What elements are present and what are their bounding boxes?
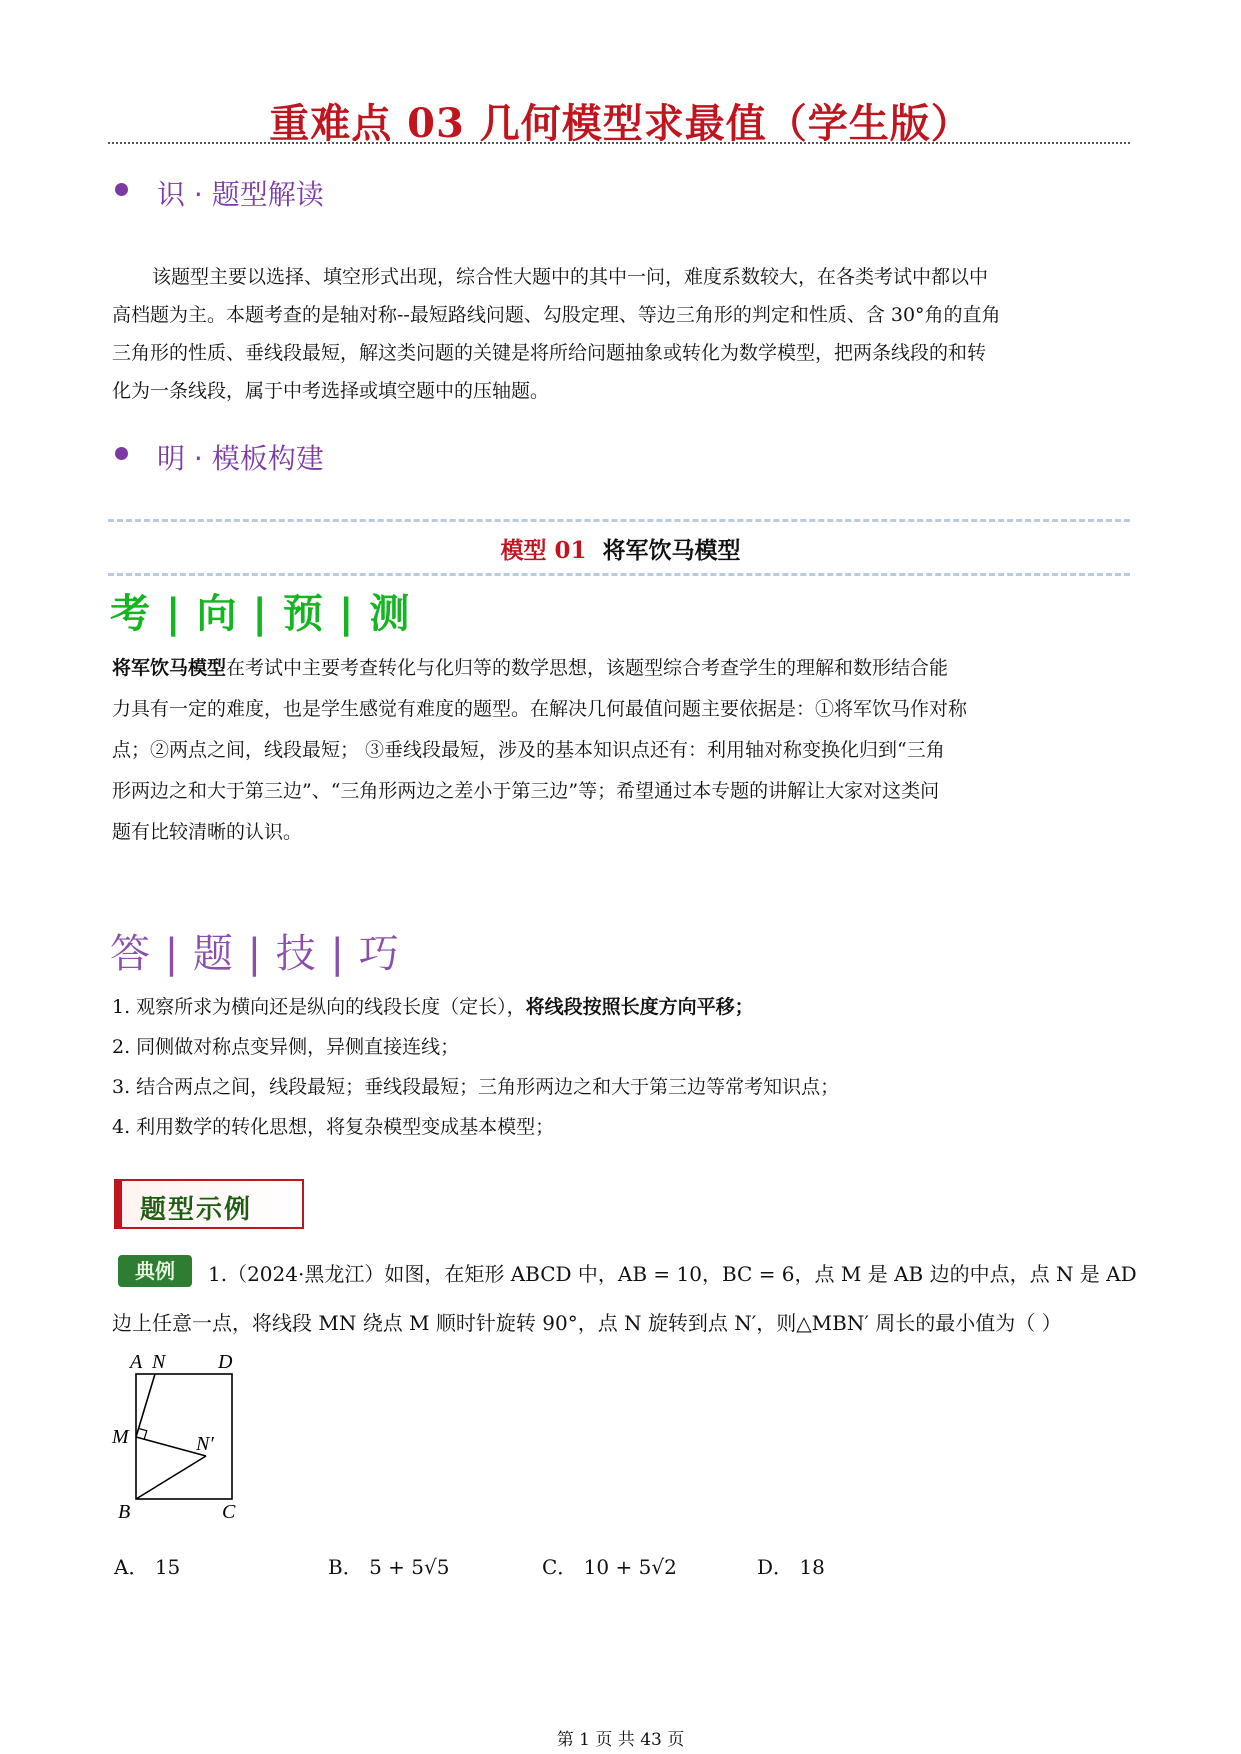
model-title xyxy=(0,532,1241,565)
skill-item: 1. 观察所求为横向还是纵向的线段长度（定长），将线段按照长度方向平移； xyxy=(112,996,754,1018)
label-m: M xyxy=(112,1426,129,1448)
skill-item: 2. 同侧做对称点变异侧，异侧直接连线； xyxy=(112,1036,460,1058)
intro-paragraph xyxy=(112,258,1132,410)
question-line-2: 边上任意一点，将线段 MN 绕点 M 顺时针旋转 90°，点 N 旋转到点 N′，则△MBN′ 周长的最小值为（ ） xyxy=(112,1311,1062,1335)
forecast-line: 将军饮马模型在考试中主要考查转化与化归等的数学思想，该题型综合考查学生的理解和数形结合能 xyxy=(112,657,949,679)
example-badge-bar xyxy=(114,1179,122,1229)
label-a: A xyxy=(130,1351,143,1373)
rectangle-figure xyxy=(110,1340,260,1525)
label-d: D xyxy=(218,1351,233,1373)
section-heading-template: 明 · 模板构建 xyxy=(157,442,324,475)
intro-line: 化为一条线段，属于中考选择或填空题中的压轴题。 xyxy=(112,380,550,402)
skills-heading: 答 | 题 | 技 | 巧 xyxy=(110,931,400,977)
model-number: 模型 01 xyxy=(500,537,587,564)
forecast-line: 力具有一定的难度，也是学生感觉有难度的题型。在解决几何最值问题主要依据是：①将军饮马作对称 xyxy=(112,698,968,720)
choice-d: D． 18 xyxy=(757,1555,825,1579)
choice-a: A． 15 xyxy=(114,1555,181,1579)
page-footer: 第 1 页 共 43 页 xyxy=(556,1730,685,1750)
bullet-icon xyxy=(115,447,128,460)
forecast-line: 形两边之和大于第三边”、“三角形两边之差小于第三边”等；希望通过本专题的讲解让大家对这类问 xyxy=(112,780,940,802)
forecast-paragraph xyxy=(112,648,1132,853)
bullet-icon xyxy=(115,183,128,196)
model-name: 将军饮马模型 xyxy=(602,537,741,564)
segment-bnp xyxy=(136,1456,206,1499)
rectangle-abcd xyxy=(136,1374,232,1499)
choice-b: B． 5 + 5√5 xyxy=(328,1555,450,1579)
skill-item: 4. 利用数学的转化思想，将复杂模型变成基本模型； xyxy=(112,1116,555,1138)
forecast-lead: 将军饮马模型 xyxy=(112,657,227,679)
intro-line: 该题型主要以选择、填空形式出现，综合性大题中的其中一问，难度系数较大，在各类考试中都以中 xyxy=(152,266,989,288)
question-line-1: 1.（2024·黑龙江）如图，在矩形 ABCD 中，AB = 10，BC = 6，点 M 是 AB 边的中点，点 N 是 AD xyxy=(208,1262,1137,1286)
label-c: C xyxy=(222,1501,236,1523)
forecast-line: 点；②两点之间，线段最短； ③垂线段最短，涉及的基本知识点还有：利用轴对称变换化归到“三角 xyxy=(112,739,945,761)
skill-item: 3. 结合两点之间，线段最短；垂线段最短；三角形两边之和大于第三边等常考知识点； xyxy=(112,1076,840,1098)
forecast-heading: 考 | 向 | 预 | 测 xyxy=(110,591,411,637)
intro-line: 三角形的性质、垂线段最短，解这类问题的关键是将所给问题抽象或转化为数学模型，把两条线段的和转 xyxy=(112,342,987,364)
title-divider xyxy=(108,142,1130,144)
page-title: 重难点 03 几何模型求最值（学生版） xyxy=(269,100,972,147)
forecast-line: 题有比较清晰的认识。 xyxy=(112,821,303,843)
label-n: N xyxy=(152,1351,166,1373)
segment-mn xyxy=(136,1374,155,1437)
section-heading-interpretation: 识 · 题型解读 xyxy=(157,178,324,211)
model-divider-top xyxy=(108,519,1130,522)
example-badge-label: 题型示例 xyxy=(140,1195,253,1225)
choice-c: C． 10 + 5√2 xyxy=(542,1555,677,1579)
label-b: B xyxy=(118,1501,131,1523)
example-tag: 典例 xyxy=(118,1255,192,1287)
intro-line: 高档题为主。本题考查的是轴对称--最短路线问题、勾股定理、等边三角形的判定和性质、含 30°角的直角 xyxy=(112,304,1001,326)
label-n-prime: N′ xyxy=(196,1433,214,1455)
model-divider-bottom xyxy=(108,573,1130,576)
